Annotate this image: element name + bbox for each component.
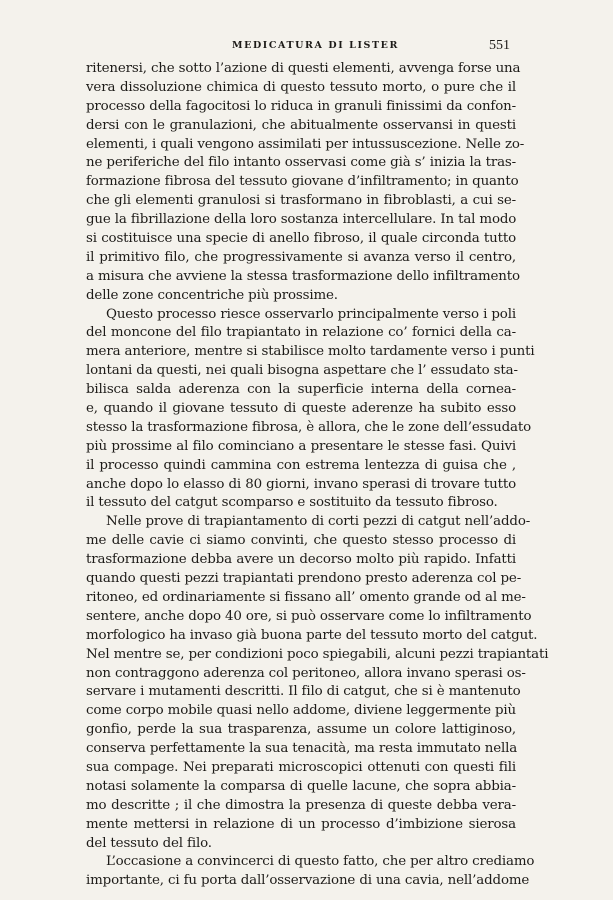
text-line: e, quando il giovane tessuto di queste aderenze ha subito esso <box>86 401 516 417</box>
text-line: processo della fagocitosi lo riduca in granuli finissimi da confon- <box>86 98 516 114</box>
text-line: mente mettersi in relazione di un processo d’imbizione sierosa <box>86 816 516 832</box>
text-line: dersi con le granulazioni, che abitualmente osservansi in questi <box>86 117 516 133</box>
text-line: ritenersi, che sotto l’azione di questi elementi, avvenga forse una <box>86 61 521 76</box>
text-line: che gli elementi granulosi si trasformano in fibroblasti, a cui se- <box>86 193 516 209</box>
page-number: 551 <box>489 38 510 53</box>
paragraph <box>86 60 525 306</box>
text-line: non contraggono aderenza col peritoneo, allora invano sperasi os- <box>86 665 526 681</box>
text-line: lontani da questi, nei quali bisogna aspettare che l’ essudato sta- <box>86 363 518 379</box>
text-line: si costituisce una specie di anello fibroso, il quale circonda tutto <box>86 231 516 247</box>
paragraph <box>86 513 549 853</box>
text-line: notasi solamente la comparsa di quelle lacune, che sopra abbia- <box>86 778 516 794</box>
text-line: bilisca salda aderenza con la superficie interna della cornea- <box>86 382 516 398</box>
text-line: stesso la trasformazione fibrosa, è allora, che le zone dell’essudato <box>86 419 531 435</box>
text-line: a misura che avviene la stessa trasformazione dello infiltramento <box>86 268 520 284</box>
text-line: Nel mentre se, per condizioni poco spiegabili, alcuni pezzi trapiantati <box>86 646 549 662</box>
text-line: gue la fibrillazione della loro sostanza intercellulare. In tal modo <box>86 212 517 228</box>
text-line: elementi, i quali vengono assimilati per intussuscezione. Nelle zo- <box>86 136 525 152</box>
text-line: sentere, anche dopo 40 ore, si può osservare come lo infiltramento <box>86 608 532 624</box>
paragraph <box>86 306 535 514</box>
running-head <box>0 38 613 58</box>
text-line: ritoneo, ed ordinariamente si fissano all’ omento grande od al me- <box>86 589 526 605</box>
text-line: importante, ci fu porta dall’osservazione di una cavia, nell’addome <box>86 873 530 889</box>
text-line: morfologico ha invaso già buona parte del tessuto morto del catgut. <box>86 627 538 643</box>
text-line: trasformazione debba avere un decorso molto più rapido. Infatti <box>86 552 516 568</box>
text-line: il tessuto del catgut scomparso e sostituito da tessuto fibroso. <box>86 495 498 511</box>
text-line: L’occasione a convincerci di questo fatto, che per altro crediamo <box>106 854 535 870</box>
text-line: più prossime al filo cominciano a presentare le stesse fasi. Quivi <box>86 438 516 454</box>
text-line: Nelle prove di trapiantamento di corti pezzi di catgut nell’addo- <box>106 514 531 530</box>
text-line: anche dopo lo elasso di 80 giorni, invano sperasi di trovare tutto <box>86 476 516 492</box>
text-line: servare i mutamenti descritti. Il filo di catgut, che si è mantenuto <box>86 684 521 700</box>
text-line: conserva perfettamente la sua tenacità, ma resta immutato nella <box>86 741 518 757</box>
text-line: il primitivo filo, che progressivamente si avanza verso il centro, <box>86 249 516 265</box>
text-line: sua compage. Nei preparati microscopici ottenuti con questi fili <box>86 759 516 775</box>
body-text <box>86 60 549 891</box>
text-line: delle zone concentriche più prossime. <box>86 287 338 303</box>
running-title: MEDICATURA DI LISTER <box>232 40 399 51</box>
text-line: il processo quindi cammina con estrema lentezza di guisa che , <box>86 457 516 473</box>
text-line: quando questi pezzi trapiantati prendono presto aderenza col pe- <box>86 571 522 587</box>
text-line: Questo processo riesce osservarlo principalmente verso i poli <box>106 306 516 322</box>
text-line: vera dissoluzione chimica di questo tessuto morto, o pure che il <box>86 79 516 95</box>
text-line: mera anteriore, mentre si stabilisce molto tardamente verso i punti <box>86 344 535 360</box>
text-line: formazione fibrosa del tessuto giovane d’infiltramento; in quanto <box>86 174 519 190</box>
text-line: gonfio, perde la sua trasparenza, assume un colore lattiginoso, <box>86 722 516 738</box>
text-line: del tessuto del filo. <box>86 835 212 851</box>
paragraph <box>86 853 535 891</box>
text-line: del moncone del filo trapiantato in relazione co’ fornici della ca- <box>86 325 516 341</box>
text-line: mo descritte ; il che dimostra la presenza di queste debba vera- <box>86 797 516 813</box>
text-line: me delle cavie ci siamo convinti, che questo stesso processo di <box>86 533 516 549</box>
text-line: come corpo mobile quasi nello addome, diviene leggermente più <box>86 703 516 719</box>
text-line: ne periferiche del filo intanto osservasi come già s’ inizia la tras- <box>86 155 516 171</box>
